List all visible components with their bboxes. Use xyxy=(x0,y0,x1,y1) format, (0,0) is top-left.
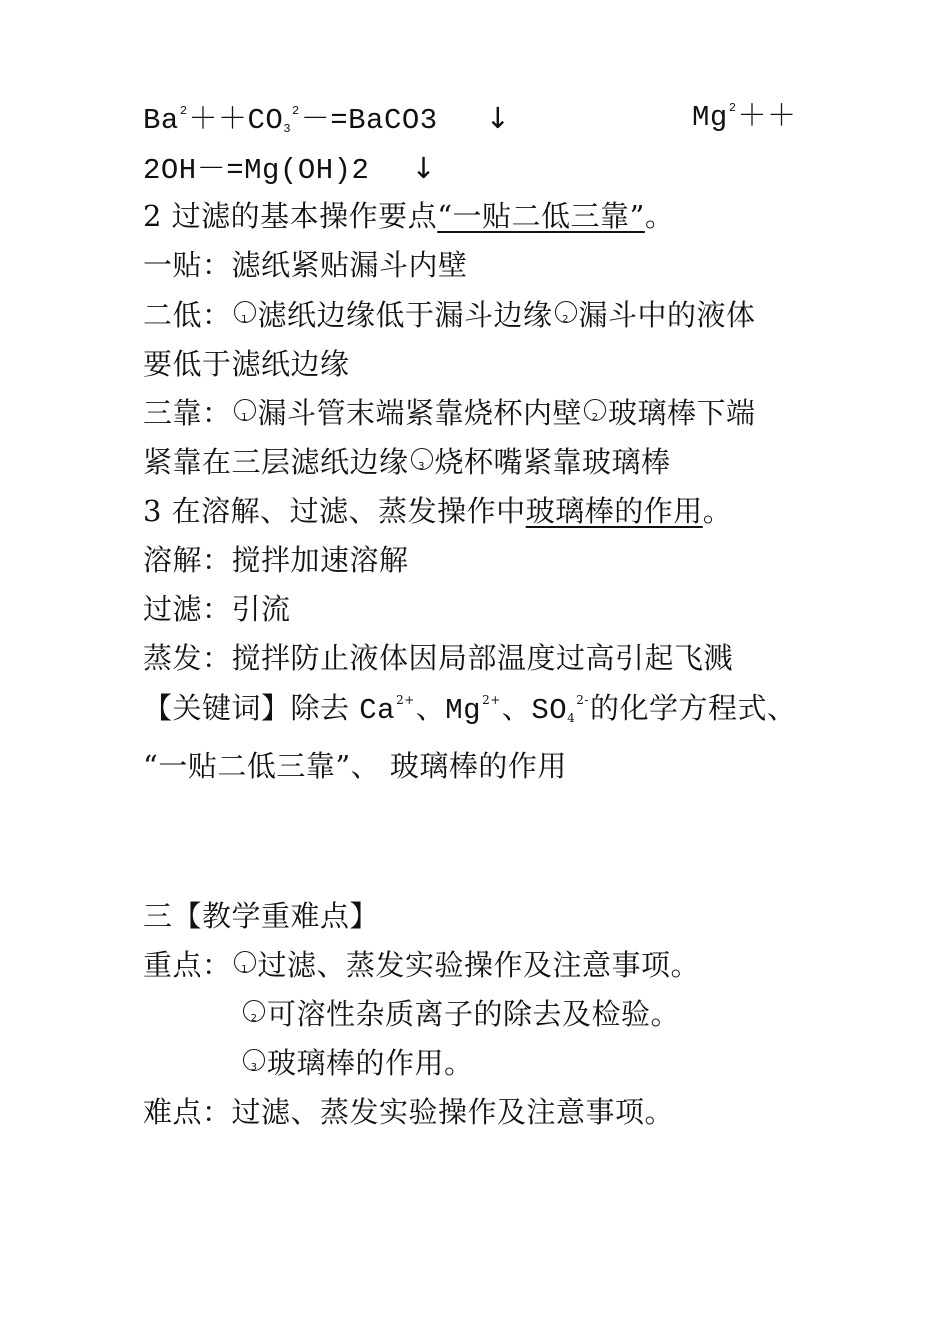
circle-1-marker: 1 xyxy=(234,951,256,973)
erdi-item-2: 漏斗中的液体 xyxy=(578,298,756,332)
zhongdian-label: 重点： xyxy=(143,948,232,982)
sankao-item-1: 漏斗管末端紧靠烧杯内壁 xyxy=(257,396,583,430)
co3-sub: 3 xyxy=(283,122,292,136)
circle-1-marker: 1 xyxy=(234,301,256,323)
yitie-line: 一贴：滤纸紧贴漏斗内壁 xyxy=(143,248,468,282)
ba-symbol: Ba xyxy=(143,104,179,137)
erdi-cont: 要低于滤纸边缘 xyxy=(143,347,350,381)
section-number: 2 xyxy=(143,199,162,233)
mg-symbol: Mg xyxy=(445,694,482,727)
equation-mgoh2 xyxy=(143,150,436,189)
zhongdian-line-2 xyxy=(241,996,680,1032)
ba-charge: 2 xyxy=(179,104,188,118)
sankao-item-2: 玻璃棒下端 xyxy=(608,396,756,430)
keywords-post: 的化学方程式、 xyxy=(589,691,797,725)
co3-symbol: ＋＋CO xyxy=(188,104,284,137)
mg-charge: 2 xyxy=(728,101,737,115)
circle-2-marker: 2 xyxy=(555,301,577,323)
key-phrase: 玻璃棒的作用 xyxy=(525,494,703,528)
section-number: 3 xyxy=(143,494,162,528)
keywords-line xyxy=(143,690,796,729)
mg-symbol: Mg xyxy=(692,101,728,134)
mg-plus: ＋＋ xyxy=(737,101,797,134)
rongjie-line: 溶解：搅拌加速溶解 xyxy=(143,543,409,577)
zhongdian-line-3 xyxy=(241,1045,474,1081)
zhongdian-item-1: 过滤、蒸发实验操作及注意事项。 xyxy=(257,948,701,982)
keywords-label: 【关键词】 xyxy=(143,691,291,725)
punctuation: 。 xyxy=(702,494,733,528)
baco3-product: －=BaCO3 xyxy=(300,104,438,137)
mgoh2-equation: 2OH－=Mg(OH)2 xyxy=(143,154,370,187)
section-2-heading xyxy=(143,198,674,234)
section-3-title: 三【教学重难点】 xyxy=(143,899,380,933)
sankao-line xyxy=(143,395,756,431)
zhongdian-item-3: 玻璃棒的作用。 xyxy=(267,1046,474,1080)
circle-3-marker: 3 xyxy=(243,1049,265,1071)
circle-1-marker: 1 xyxy=(234,399,256,421)
erdi-label: 二低： xyxy=(143,298,232,332)
circle-2-marker: 2 xyxy=(584,399,606,421)
key-phrase: “一贴二低三靠” xyxy=(437,199,645,233)
mg-charge: 2+ xyxy=(482,693,501,707)
sankao-cont xyxy=(143,444,671,480)
ca-charge: 2+ xyxy=(396,693,415,707)
equation-mg-start xyxy=(692,100,797,136)
separator: 、 xyxy=(501,691,532,725)
sankao-item-3: 烧杯嘴紧靠玻璃棒 xyxy=(434,445,671,479)
separator: 、 xyxy=(415,691,446,725)
so4-charge: 2- xyxy=(576,693,589,707)
erdi-item-1: 滤纸边缘低于漏斗边缘 xyxy=(257,298,553,332)
zhengfa-line: 蒸发：搅拌防止液体因局部温度过高引起飞溅 xyxy=(143,641,734,675)
so4-symbol: SO xyxy=(531,694,568,727)
zhongdian-item-2: 可溶性杂质离子的除去及检验。 xyxy=(267,997,681,1031)
sankao-label: 三靠： xyxy=(143,396,232,430)
section-text: 在溶解、过滤、蒸发操作中 xyxy=(171,494,526,528)
zhongdian-line xyxy=(143,947,700,983)
co3-charge: 2 xyxy=(292,104,300,118)
equation-baco3 xyxy=(143,100,510,139)
punctuation: 。 xyxy=(644,199,675,233)
section-3-heading xyxy=(143,493,732,529)
nandian-line: 难点：过滤、蒸发实验操作及注意事项。 xyxy=(143,1095,675,1129)
sankao-cont-text: 紧靠在三层滤纸边缘 xyxy=(143,445,409,479)
keywords-line-2: “一贴二低三靠”、 玻璃棒的作用 xyxy=(143,749,567,783)
circle-2-marker: 2 xyxy=(243,1000,265,1022)
guolv-line: 过滤：引流 xyxy=(143,592,291,626)
keywords-pre: 除去 xyxy=(290,691,350,725)
so4-sub: 4 xyxy=(567,711,576,725)
section-text: 过滤的基本操作要点 xyxy=(171,199,438,233)
precipitate-arrow: ↓ xyxy=(411,151,437,185)
precipitate-arrow: ↓ xyxy=(485,101,511,135)
circle-3-marker: 3 xyxy=(411,448,433,470)
erdi-line xyxy=(143,297,756,333)
ca-symbol: Ca xyxy=(359,694,396,727)
